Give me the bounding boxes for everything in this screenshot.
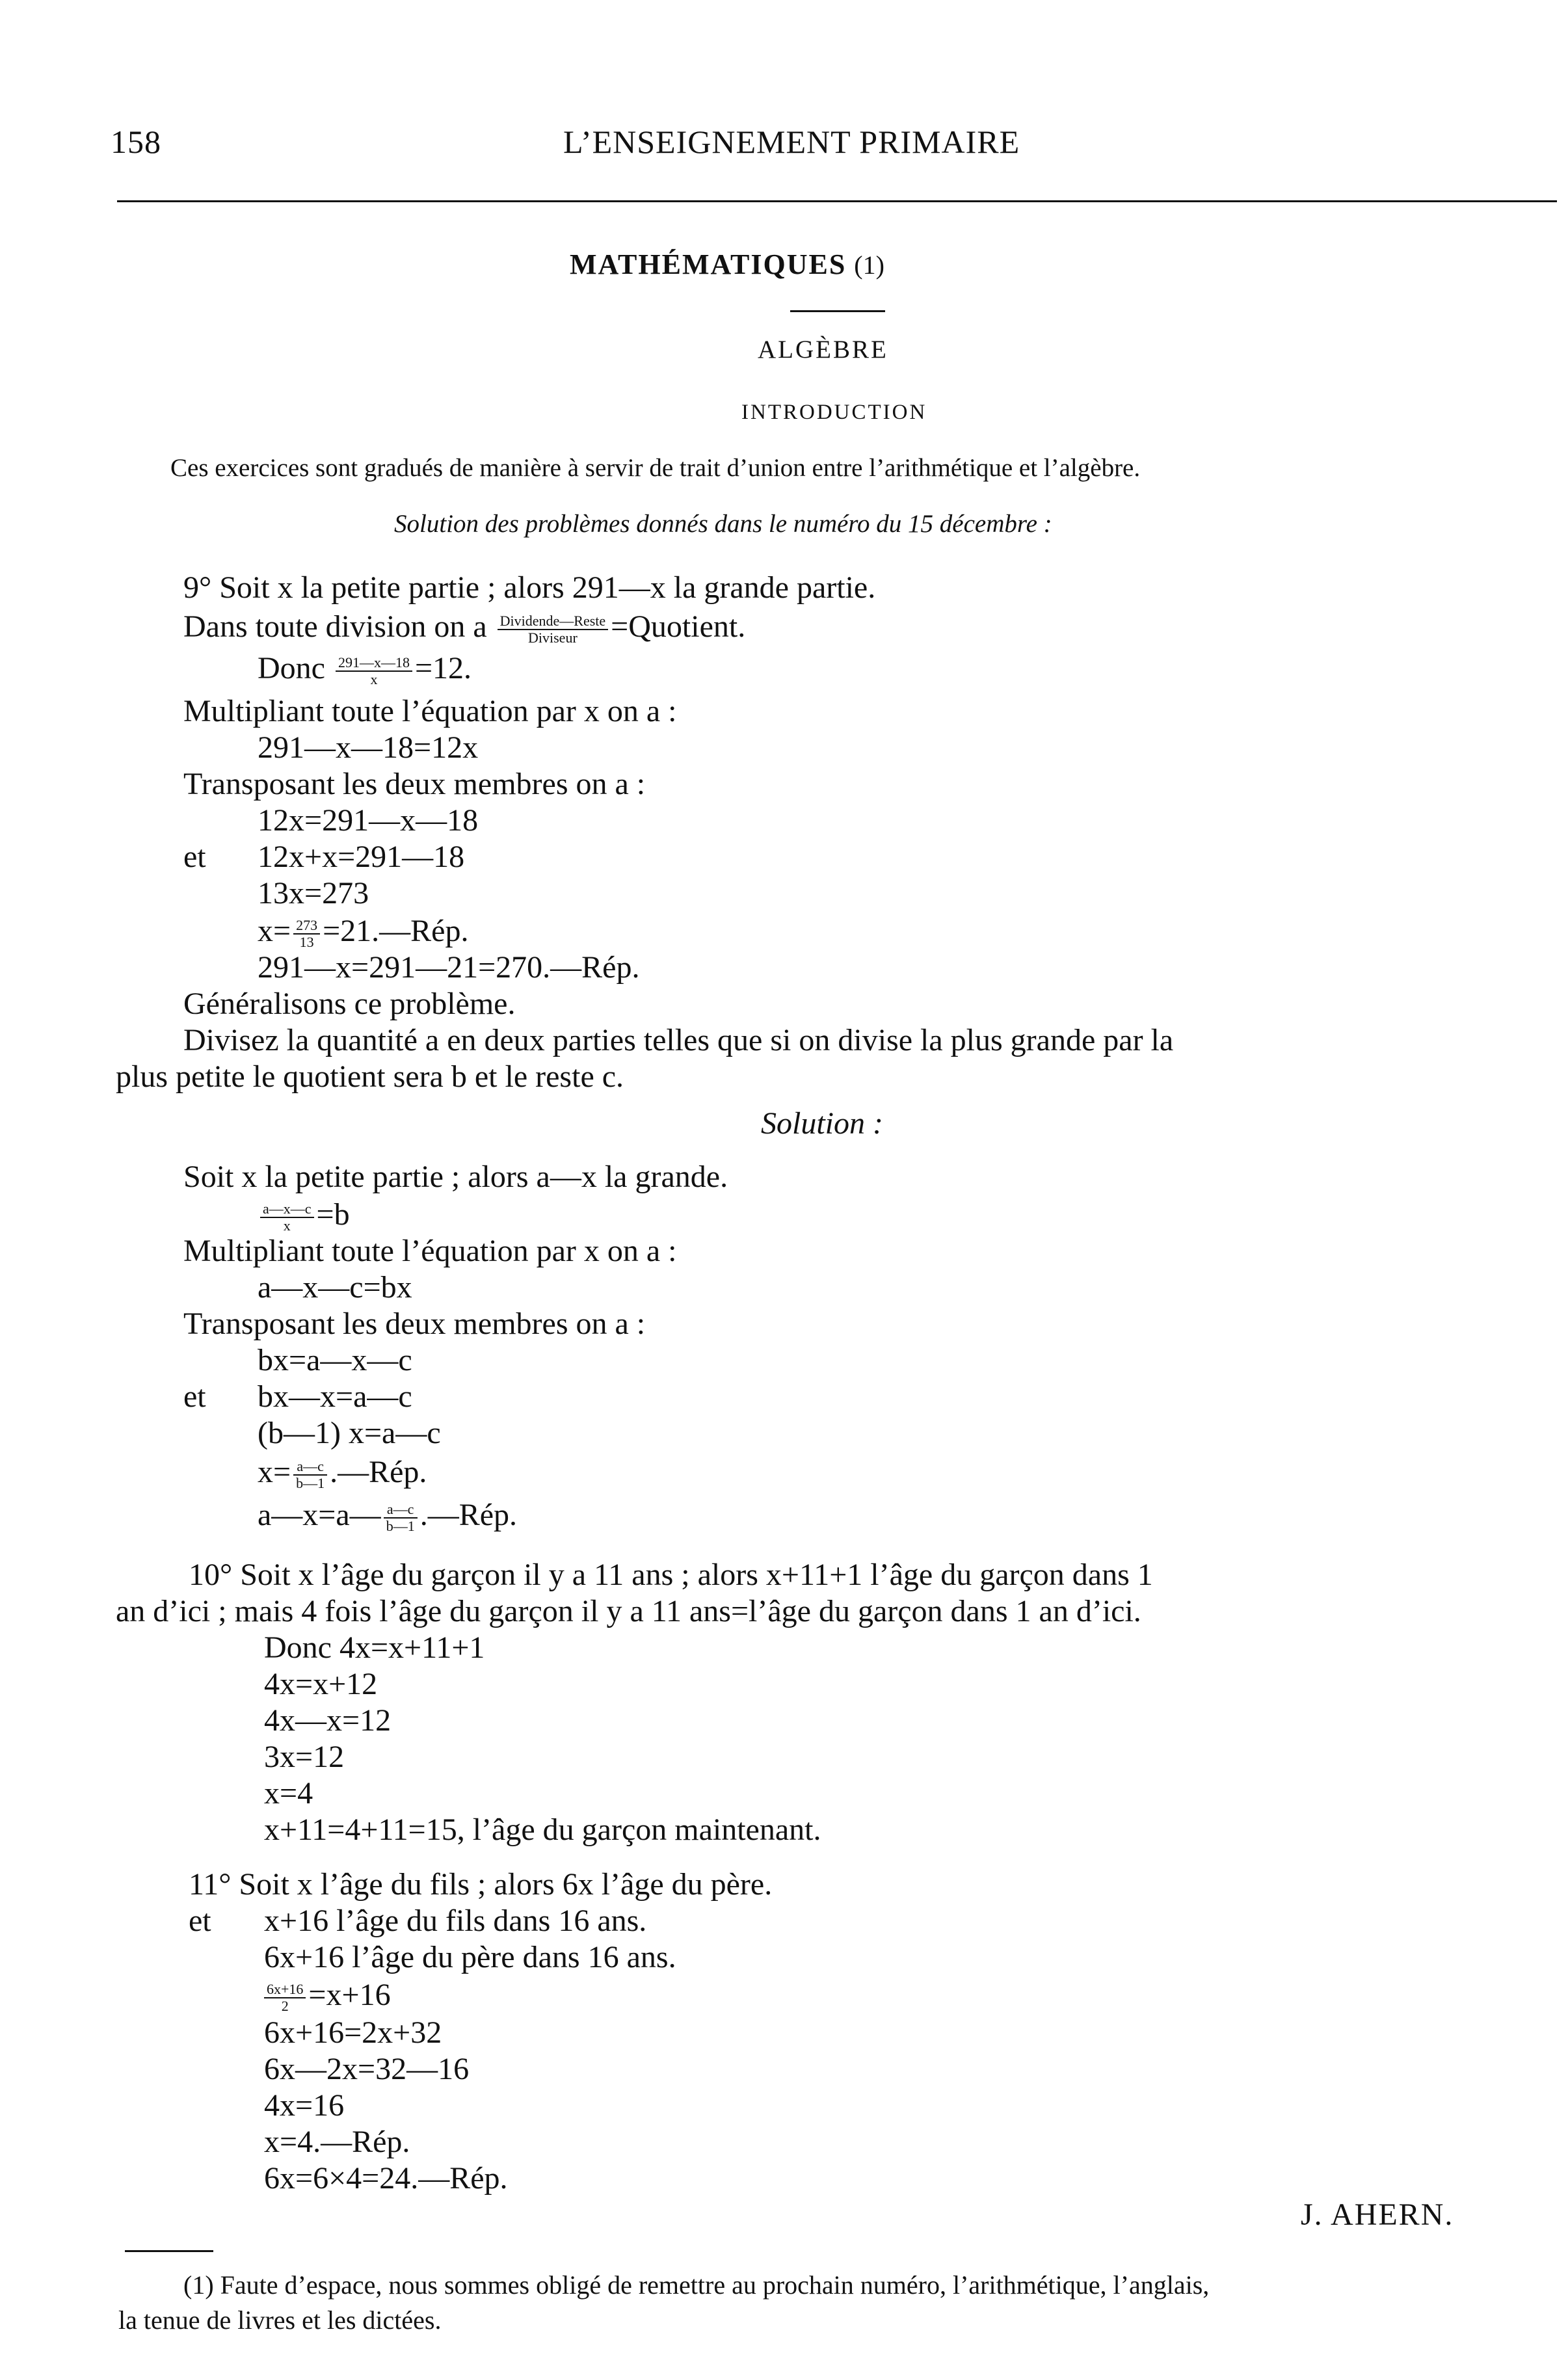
p10-line-7: x=4: [264, 1776, 313, 1811]
p10-line-5: 4x—x=12: [264, 1703, 392, 1738]
p10-line-8: x+11=4+11=15, l’âge du garçon maintenant.: [264, 1812, 821, 1847]
p10-line-4: 4x=x+12: [264, 1667, 378, 1701]
solutions-heading: Solution des problèmes donnés dans le numéro du 15 décembre :: [394, 510, 1052, 538]
p9-line-4: Multipliant toute l’équation par x on a :: [183, 694, 677, 728]
p10-line-6: 3x=12: [264, 1740, 345, 1774]
p9-line-14: plus petite le quotient sera b et le reste c.: [116, 1059, 624, 1094]
footnote-line-2: la tenue de livres et les dictées.: [118, 2305, 442, 2335]
p9-solution-7: bx—x=a—c: [258, 1379, 412, 1414]
p11-line-4: [264, 1977, 391, 2014]
p9-line-6: Transposant les deux membres on a :: [183, 767, 646, 801]
fraction-273-13: [293, 918, 320, 950]
p9-line-10-end: =21.—Rép.: [323, 914, 469, 948]
p11-line-6: 6x—2x=32—16: [264, 2052, 470, 2086]
p9-line-8-et: et: [183, 840, 206, 874]
p9-solution-1: Soit x la petite partie ; alors a—x la grande.: [183, 1160, 728, 1194]
fraction-numerator: a—c: [293, 1459, 327, 1476]
fraction-a-x-c: [260, 1201, 314, 1234]
fraction-numerator: 291—x—18: [336, 655, 412, 672]
p9-line-11: 291—x=291—21=270.—Rép.: [258, 950, 640, 985]
footnote-line-1: (1) Faute d’espace, nous sommes obligé de remettre au prochain numéro, l’arithmétique, l’anglais,: [183, 2270, 1210, 2300]
fraction-denominator: Diviseur: [528, 629, 578, 646]
p9-solution-5: Transposant les deux membres on a :: [183, 1307, 646, 1341]
fraction-donc: [336, 655, 412, 687]
p9-solution-2: [258, 1197, 350, 1234]
p11-line-1: 11° Soit x l’âge du fils ; alors 6x l’âge du père.: [189, 1867, 773, 1902]
p9-line-10-text: x=: [258, 914, 291, 948]
fraction-denominator: b—1: [296, 1474, 325, 1491]
p9-line-9: 13x=273: [258, 876, 369, 910]
fraction-denominator: 2: [281, 1997, 289, 2014]
p9-line-13: Divisez la quantité a en deux parties telles que si on divise la plus grande par la: [183, 1023, 1174, 1057]
fraction-denominator: x: [283, 1217, 291, 1234]
p11-line-2: x+16 l’âge du fils dans 16 ans.: [264, 1904, 647, 1938]
fraction-numerator: 6x+16: [264, 1982, 306, 1998]
p9-solution-10-text: a—x=a—: [258, 1498, 381, 1532]
fraction-quotient: [498, 613, 609, 646]
p9-solution-6: bx=a—x—c: [258, 1343, 412, 1377]
p9-solution-8: (b—1) x=a—c: [258, 1416, 441, 1450]
fraction-denominator: 13: [299, 933, 314, 950]
signature: J. AHERN.: [1301, 2197, 1454, 2232]
solution-label: Solution :: [761, 1106, 883, 1141]
p9-solution-10-end: .—Rép.: [419, 1498, 518, 1532]
p9-line-2-text: Dans toute division on a: [183, 609, 487, 644]
p9-line-7: 12x=291—x—18: [258, 803, 479, 838]
subtitle-heading: INTRODUCTION: [741, 401, 927, 424]
fraction-numerator: 273: [293, 918, 320, 935]
page-number: 158: [111, 124, 161, 160]
running-title: L’ENSEIGNEMENT PRIMAIRE: [563, 124, 1020, 160]
p11-line-8: x=4.—Rép.: [264, 2125, 410, 2159]
p9-line-3: [258, 650, 472, 687]
fraction-a-c-b-1: [293, 1459, 327, 1491]
fraction-numerator: Dividende—Reste: [498, 613, 609, 630]
fraction-6x-16-2: [264, 1982, 306, 2014]
p9-line-3-text: Donc: [258, 651, 325, 685]
p11-line-2-et: et: [189, 1904, 211, 1938]
p9-solution-9: [258, 1454, 427, 1491]
section-title-block: [570, 246, 884, 284]
p10-line-3: Donc 4x=x+11+1: [264, 1630, 485, 1665]
p11-line-5: 6x+16=2x+32: [264, 2015, 442, 2050]
p9-line-2-end: =Quotient.: [611, 609, 746, 644]
fraction-denominator: x: [370, 670, 378, 687]
p9-line-2: [183, 609, 745, 646]
header-rule: [117, 200, 1557, 202]
p9-solution-7-et: et: [183, 1379, 206, 1414]
p10-line-1: 10° Soit x l’âge du garçon il y a 11 ans ; alors x+11+1 l’âge du garçon dans 1: [189, 1558, 1153, 1592]
fraction-denominator: b—1: [386, 1517, 415, 1534]
title-rule: [790, 310, 885, 312]
footnote-rule: [125, 2250, 213, 2252]
p9-line-8: 12x+x=291—18: [258, 840, 465, 874]
p9-line-1: 9° Soit x la petite partie ; alors 291—x la grande partie.: [183, 570, 876, 605]
p11-line-3: 6x+16 l’âge du père dans 16 ans.: [264, 1940, 676, 1974]
p9-line-5: 291—x—18=12x: [258, 730, 479, 765]
p9-solution-9-end: .—Rép.: [330, 1455, 427, 1489]
p11-line-9: 6x=6×4=24.—Rép.: [264, 2161, 508, 2196]
fraction-a-c-b-1-second: [384, 1502, 418, 1534]
section-title-note: (1): [854, 250, 884, 280]
p9-solution-10: [258, 1497, 517, 1534]
p9-solution-3: Multipliant toute l’équation par x on a :: [183, 1234, 677, 1268]
p9-line-3-end: =12.: [414, 651, 472, 685]
p9-solution-2-end: =b: [316, 1197, 350, 1232]
p9-line-10: [258, 913, 468, 950]
p11-line-4-end: =x+16: [308, 1978, 391, 2012]
subject-heading: ALGÈBRE: [758, 336, 888, 364]
p11-line-7: 4x=16: [264, 2088, 345, 2123]
p9-solution-9-text: x=: [258, 1455, 291, 1489]
p9-line-12: Généralisons ce problème.: [183, 987, 516, 1021]
section-title: MATHÉMATIQUES: [570, 248, 847, 280]
fraction-numerator: a—x—c: [260, 1201, 314, 1218]
p9-solution-4: a—x—c=bx: [258, 1270, 412, 1305]
intro-paragraph: Ces exercices sont gradués de manière à servir de trait d’union entre l’arithmétique et l’algèbre.: [170, 454, 1141, 482]
fraction-numerator: a—c: [384, 1502, 418, 1519]
p10-line-2: an d’ici ; mais 4 fois l’âge du garçon il y a 11 ans=l’âge du garçon dans 1 an d’ici.: [116, 1594, 1141, 1628]
